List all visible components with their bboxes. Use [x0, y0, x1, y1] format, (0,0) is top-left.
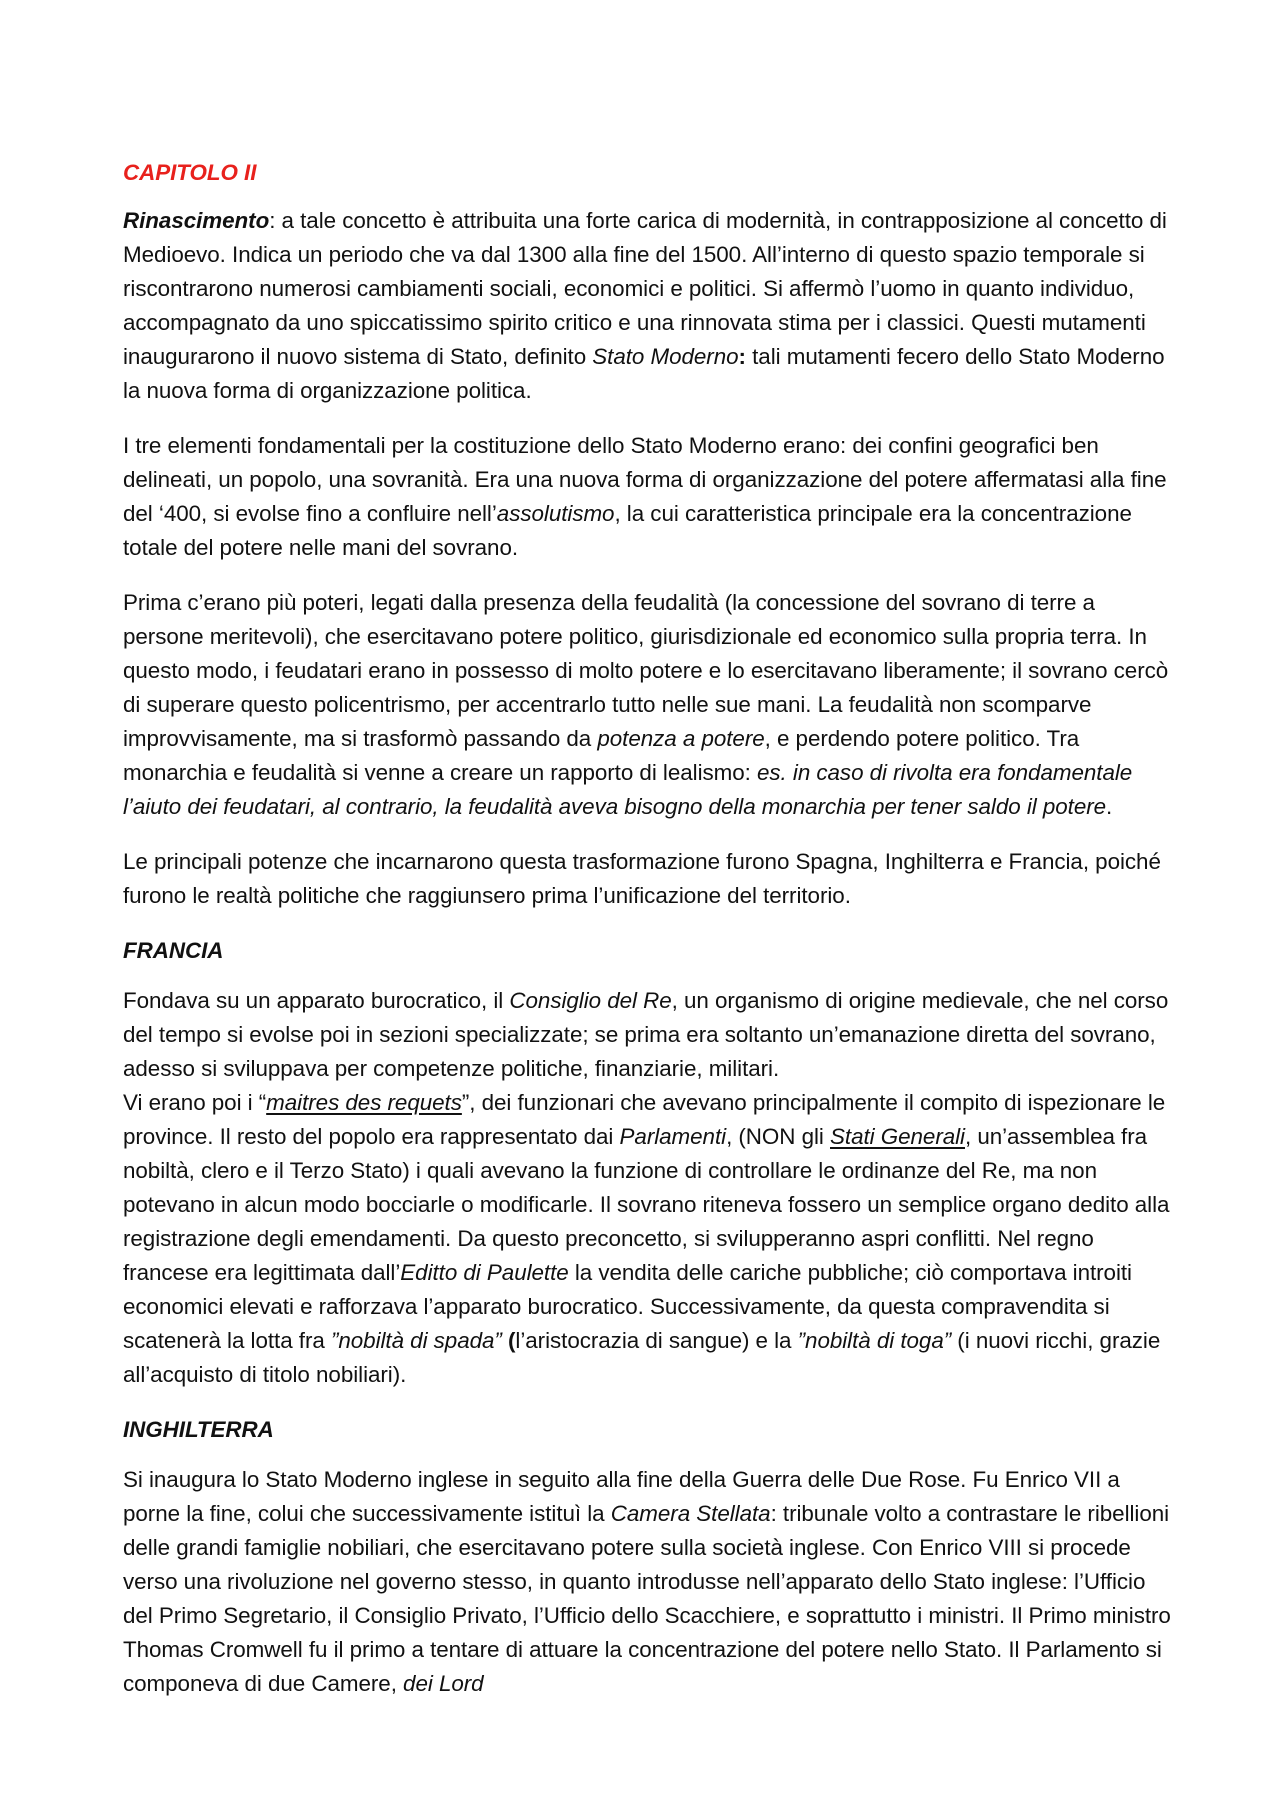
- chapter-title: CAPITOLO II: [123, 160, 257, 185]
- term-maitres-des-requets: maitres des requets: [266, 1090, 462, 1115]
- term-nobilta-di-spada: ”nobiltà di spada”: [330, 1328, 502, 1353]
- paragraph-feudalita: Prima c’erano più poteri, legati dalla presenza della feudalità (la concessione del sovrano di terre a persone meritevoli), che esercitavano potere politico, giurisdizionale ed economico sulla propria terra. In questo modo, i feudatari erano in possesso di molto potere e lo esercitavano liberamente; il sovrano cercò di superare questo policentrismo, per accentrarlo tutto nelle sue mani. La feudalità non scomparve improvvisamente, ma si trasformò passando da potenza a potere, e perdendo potere politico. Tra monarchia e feudalità si venne a creare un rapporto di lealismo: es. in caso di rivolta era fondamentale l’aiuto dei feudatari, al contrario, la feudalità aveva bisogno della monarchia per tener saldo il potere.: [123, 590, 1169, 819]
- term-stati-generali: Stati Generali: [830, 1124, 965, 1149]
- term-parlamenti: Parlamenti: [619, 1124, 727, 1149]
- example-text: es. in caso di rivolta era fondamentale l’aiuto dei feudatari, al contrario, la feudalità aveva bisogno della monarchia per tener saldo il potere: [123, 760, 1133, 819]
- term-camera-stellata: Camera Stellata: [610, 1501, 771, 1526]
- term-assolutismo: assolutismo: [496, 501, 615, 526]
- paragraph-potenze: Le principali potenze che incarnarono questa trasformazione furono Spagna, Inghilterra e Francia, poiché furono le realtà politiche che raggiunsero prima l’unificazione del territorio.: [123, 849, 1161, 908]
- section-title-francia: FRANCIA: [123, 938, 224, 963]
- term-stato-moderno: Stato Moderno: [592, 344, 739, 369]
- section-title-inghilterra: INGHILTERRA: [123, 1417, 274, 1442]
- paragraph-rinascimento: Rinascimento: a tale concetto è attribuita una forte carica di modernità, in contrapposizione al concetto di Medioevo. Indica un periodo che va dal 1300 alla fine del 1500. All’interno di questo spazio temporale si riscontrarono numerosi cambiamenti sociali, economici e politici. Si affermò l’uomo in quanto individuo, accompagnato da uno spiccatissimo spirito critico e una rinnovata stima per i classici. Questi mutamenti inaugurarono il nuovo sistema di Stato, definito Stato Moderno: tali mutamenti fecero dello Stato Moderno la nuova forma di organizzazione politica.: [123, 208, 1167, 403]
- paragraph-elementi: I tre elementi fondamentali per la costituzione dello Stato Moderno erano: dei confini geografici ben delineati, un popolo, una sovranità. Era una nuova forma di organizzazione del potere affermatasi alla fine del ‘400, si evolse fino a confluire nell’assolutismo, la cui caratteristica principale era la concentrazione totale del potere nelle mani del sovrano.: [123, 433, 1167, 560]
- paragraph-francia-2: Vi erano poi i “maitres des requets”, dei funzionari che avevano principalmente il compito di ispezionare le province. Il resto del popolo era rappresentato dai Parlamenti, (NON gli Stati Generali, un’assemblea fra nobiltà, clero e il Terzo Stato) i quali avevano la funzione di controllare le ordinanze del Re, ma non potevano in alcun modo bocciarle o modificarle. Il sovrano riteneva fossero un semplice organo dedito alla registrazione degli emendamenti. Da questo preconcetto, si svilupperanno aspri conflitti. Nel regno francese era legittimata dall’Editto di Paulette la vendita delle cariche pubbliche; ciò comportava introiti economici elevati e rafforzava l’apparato burocratico. Successivamente, da questa compravendita si scatenerà la lotta fra ”nobiltà di spada” (l’aristocrazia di sangue) e la ”nobiltà di toga” (i nuovi ricchi, grazie all’acquisto di titolo nobiliari).: [123, 1090, 1170, 1387]
- term-rinascimento: Rinascimento: [123, 208, 270, 233]
- paragraph-inghilterra: Si inaugura lo Stato Moderno inglese in seguito alla fine della Guerra delle Due Rose. Fu Enrico VII a porne la fine, colui che successivamente istituì la Camera Stellata: tribunale volto a contrastare le ribellioni delle grandi famiglie nobiliari, che esercitavano potere sulla società inglese. Con Enrico VIII si procede verso una rivoluzione nel governo stesso, in quanto introdusse nell’apparato dello Stato inglese: l’Ufficio del Primo Segretario, il Consiglio Privato, l’Ufficio dello Scacchiere, e soprattutto i ministri. Il Primo ministro Thomas Cromwell fu il primo a tentare di attuare la concentrazione del potere nello Stato. Il Parlamento si componeva di due Camere, dei Lord: [123, 1467, 1171, 1696]
- paragraph-francia-1: Fondava su un apparato burocratico, il Consiglio del Re, un organismo di origine medievale, che nel corso del tempo si evolse poi in sezioni specializzate; se prima era soltanto un’emanazione diretta del sovrano, adesso si sviluppava per competenze politiche, finanziarie, militari.: [123, 988, 1169, 1081]
- term-dei-lord: dei Lord: [403, 1671, 484, 1696]
- term-consiglio-del-re: Consiglio del Re: [509, 988, 672, 1013]
- term-editto-di-paulette: Editto di Paulette: [400, 1260, 569, 1285]
- document-body: [123, 156, 1173, 1722]
- term-potenza-potere: potenza a potere: [597, 726, 765, 751]
- term-nobilta-di-toga: ”nobiltà di toga”: [797, 1328, 952, 1353]
